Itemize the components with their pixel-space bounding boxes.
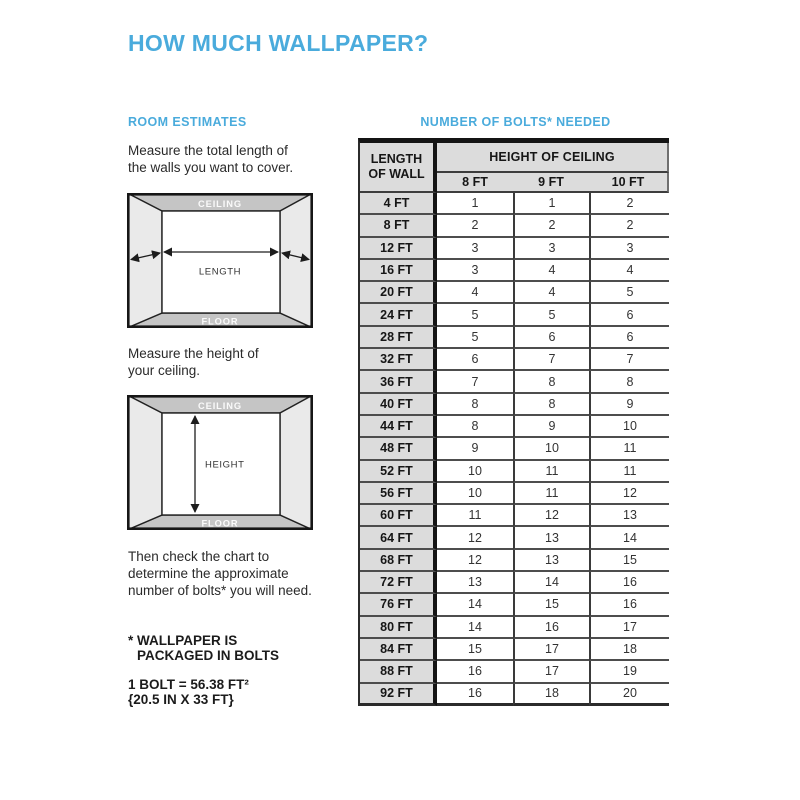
bolt-count-cell: 10 bbox=[437, 461, 513, 483]
table-row bbox=[360, 304, 669, 326]
step3-instruction bbox=[128, 548, 312, 599]
bolt-count-cell: 3 bbox=[513, 238, 589, 260]
bolt-count-cell: 16 bbox=[589, 594, 669, 616]
step3-line3: number of bolts* you will need. bbox=[128, 583, 312, 598]
wall-length-header bbox=[360, 143, 437, 193]
right-wall bbox=[280, 193, 313, 328]
ceiling-label: CEILING bbox=[197, 198, 243, 209]
table-row bbox=[360, 594, 669, 616]
wall-length-cell: 68 FT bbox=[360, 550, 437, 572]
wall-length-cell: 12 FT bbox=[360, 238, 437, 260]
bolt-count-cell: 2 bbox=[437, 215, 513, 237]
table-row bbox=[360, 461, 669, 483]
bolt-count-cell: 5 bbox=[437, 304, 513, 326]
wall-length-cell: 60 FT bbox=[360, 505, 437, 527]
bolt-count-cell: 3 bbox=[437, 260, 513, 282]
bolt-count-cell: 7 bbox=[589, 349, 669, 371]
bolt-count-cell: 12 bbox=[437, 527, 513, 549]
bolt-count-cell: 11 bbox=[589, 461, 669, 483]
bolt-count-cell: 19 bbox=[589, 661, 669, 683]
table-row bbox=[360, 394, 669, 416]
bolt-count-cell: 15 bbox=[437, 639, 513, 661]
step2-line2: your ceiling. bbox=[128, 363, 201, 378]
table-row bbox=[360, 327, 669, 349]
floor-label: FLOOR bbox=[201, 518, 239, 529]
wall-length-cell: 84 FT bbox=[360, 639, 437, 661]
wall-length-cell: 56 FT bbox=[360, 483, 437, 505]
bolt-count-cell: 18 bbox=[513, 684, 589, 706]
wall-length-cell: 80 FT bbox=[360, 617, 437, 639]
footnote-line2: PACKAGED IN BOLTS bbox=[137, 648, 280, 663]
bolt-count-cell: 20 bbox=[589, 684, 669, 706]
wall-length-cell: 36 FT bbox=[360, 371, 437, 393]
step1-instruction bbox=[128, 142, 293, 176]
bolt-count-cell: 3 bbox=[437, 238, 513, 260]
right-wall bbox=[280, 395, 313, 530]
bolt-count-cell: 13 bbox=[589, 505, 669, 527]
bolt-count-cell: 16 bbox=[513, 617, 589, 639]
bolt-count-cell: 15 bbox=[589, 550, 669, 572]
table-row bbox=[360, 371, 669, 393]
step1-line1: Measure the total length of bbox=[128, 143, 288, 158]
wall-length-cell: 24 FT bbox=[360, 304, 437, 326]
step3-line1: Then check the chart to bbox=[128, 549, 270, 564]
bolt-count-cell: 11 bbox=[513, 483, 589, 505]
bolt-count-cell: 6 bbox=[589, 304, 669, 326]
table-row bbox=[360, 617, 669, 639]
wall-length-cell: 92 FT bbox=[360, 684, 437, 706]
wall-length-cell: 28 FT bbox=[360, 327, 437, 349]
bolt-count-cell: 6 bbox=[513, 327, 589, 349]
room-estimates-heading: ROOM ESTIMATES bbox=[128, 115, 247, 129]
column-header-10ft: 10 FT bbox=[589, 173, 669, 193]
table-row bbox=[360, 215, 669, 237]
bolt-count-cell: 10 bbox=[437, 483, 513, 505]
table-row bbox=[360, 639, 669, 661]
wall-length-cell: 48 FT bbox=[360, 438, 437, 460]
bolt-count-cell: 6 bbox=[589, 327, 669, 349]
bolt-count-cell: 9 bbox=[589, 394, 669, 416]
table-row bbox=[360, 238, 669, 260]
wall-length-cell: 20 FT bbox=[360, 282, 437, 304]
bolt-count-cell: 14 bbox=[589, 527, 669, 549]
table-row bbox=[360, 684, 669, 706]
step2-line1: Measure the height of bbox=[128, 346, 259, 361]
bolt-count-cell: 18 bbox=[589, 639, 669, 661]
height-label: HEIGHT bbox=[205, 459, 245, 471]
bolt-count-cell: 9 bbox=[437, 438, 513, 460]
bolt-count-cell: 11 bbox=[437, 505, 513, 527]
bolt-count-cell: 2 bbox=[589, 193, 669, 215]
bolt-count-cell: 12 bbox=[513, 505, 589, 527]
bolt-count-cell: 14 bbox=[437, 594, 513, 616]
bolt-size-line2: {20.5 IN X 33 FT} bbox=[128, 692, 234, 707]
bolt-size-line1: 1 BOLT = 56.38 FT² bbox=[128, 677, 249, 692]
page-title: HOW MUCH WALLPAPER? bbox=[128, 30, 429, 56]
bolt-count-cell: 5 bbox=[513, 304, 589, 326]
table-row bbox=[360, 282, 669, 304]
wall-length-cell: 76 FT bbox=[360, 594, 437, 616]
bolt-count-cell: 4 bbox=[437, 282, 513, 304]
table-row bbox=[360, 416, 669, 438]
bolt-count-cell: 8 bbox=[437, 394, 513, 416]
table-row bbox=[360, 260, 669, 282]
wall-length-cell: 40 FT bbox=[360, 394, 437, 416]
wall-length-cell: 64 FT bbox=[360, 527, 437, 549]
bolt-count-cell: 8 bbox=[589, 371, 669, 393]
room-height-diagram bbox=[127, 395, 313, 530]
bolt-count-cell: 4 bbox=[589, 260, 669, 282]
bolt-count-cell: 8 bbox=[513, 371, 589, 393]
bolt-count-cell: 4 bbox=[513, 260, 589, 282]
wall-length-cell: 52 FT bbox=[360, 461, 437, 483]
left-wall bbox=[127, 193, 162, 328]
bolts-table-body bbox=[360, 193, 669, 706]
bolt-count-cell: 16 bbox=[437, 684, 513, 706]
table-row bbox=[360, 505, 669, 527]
bolts-needed-heading: NUMBER OF BOLTS* NEEDED bbox=[420, 115, 611, 129]
bolt-count-cell: 10 bbox=[589, 416, 669, 438]
bolt-count-cell: 5 bbox=[437, 327, 513, 349]
wall-length-cell: 4 FT bbox=[360, 193, 437, 215]
bolt-count-cell: 2 bbox=[513, 215, 589, 237]
step2-instruction bbox=[128, 345, 259, 379]
ceiling-height-header: HEIGHT OF CEILING bbox=[437, 143, 669, 173]
ceiling-label: CEILING bbox=[197, 400, 243, 411]
table-row bbox=[360, 349, 669, 371]
wall-length-cell: 88 FT bbox=[360, 661, 437, 683]
room-length-diagram bbox=[127, 193, 313, 328]
table-row bbox=[360, 661, 669, 683]
bolt-count-cell: 9 bbox=[513, 416, 589, 438]
bolt-count-cell: 17 bbox=[513, 661, 589, 683]
bolt-count-cell: 14 bbox=[437, 617, 513, 639]
bolt-count-cell: 11 bbox=[589, 438, 669, 460]
bolt-count-cell: 11 bbox=[513, 461, 589, 483]
table-row bbox=[360, 438, 669, 460]
wall-length-cell: 72 FT bbox=[360, 572, 437, 594]
table-row bbox=[360, 572, 669, 594]
wall-length-header-line2: OF WALL bbox=[368, 167, 425, 181]
column-header-9ft: 9 FT bbox=[513, 173, 589, 193]
wall-length-header-line1: LENGTH bbox=[370, 152, 423, 166]
bolt-count-cell: 14 bbox=[513, 572, 589, 594]
bolt-count-cell: 2 bbox=[589, 215, 669, 237]
bolt-count-cell: 13 bbox=[437, 572, 513, 594]
bolt-size-note bbox=[128, 677, 249, 707]
bolts-table bbox=[358, 138, 669, 706]
bolt-count-cell: 7 bbox=[513, 349, 589, 371]
wall-length-cell: 44 FT bbox=[360, 416, 437, 438]
left-wall bbox=[127, 395, 162, 530]
bolt-count-cell: 16 bbox=[589, 572, 669, 594]
footnote-line1: * WALLPAPER IS bbox=[128, 633, 238, 648]
bolt-count-cell: 15 bbox=[513, 594, 589, 616]
table-row bbox=[360, 527, 669, 549]
bolt-count-cell: 13 bbox=[513, 550, 589, 572]
wall-length-cell: 8 FT bbox=[360, 215, 437, 237]
bolt-count-cell: 13 bbox=[513, 527, 589, 549]
bolt-count-cell: 6 bbox=[437, 349, 513, 371]
bolt-count-cell: 12 bbox=[589, 483, 669, 505]
floor-label: FLOOR bbox=[201, 316, 239, 327]
column-header-8ft: 8 FT bbox=[437, 173, 513, 193]
length-label: LENGTH bbox=[198, 266, 242, 278]
bolt-count-cell: 8 bbox=[437, 416, 513, 438]
table-row bbox=[360, 550, 669, 572]
bolt-count-cell: 7 bbox=[437, 371, 513, 393]
bolt-count-cell: 8 bbox=[513, 394, 589, 416]
bolt-count-cell: 1 bbox=[437, 193, 513, 215]
bolt-count-cell: 12 bbox=[437, 550, 513, 572]
bolt-count-cell: 16 bbox=[437, 661, 513, 683]
bolt-count-cell: 3 bbox=[589, 238, 669, 260]
step1-line2: the walls you want to cover. bbox=[128, 160, 294, 175]
bolt-count-cell: 10 bbox=[513, 438, 589, 460]
bolt-count-cell: 1 bbox=[513, 193, 589, 215]
bolt-count-cell: 4 bbox=[513, 282, 589, 304]
table-row bbox=[360, 483, 669, 505]
table-row bbox=[360, 193, 669, 215]
wallpaper-bolts-footnote bbox=[128, 633, 279, 663]
bolt-count-cell: 17 bbox=[589, 617, 669, 639]
back-wall bbox=[162, 211, 280, 313]
step3-line2: determine the approximate bbox=[128, 566, 289, 581]
bolt-count-cell: 5 bbox=[589, 282, 669, 304]
wall-length-cell: 16 FT bbox=[360, 260, 437, 282]
wall-length-cell: 32 FT bbox=[360, 349, 437, 371]
bolt-count-cell: 17 bbox=[513, 639, 589, 661]
bolts-table-header bbox=[360, 143, 669, 193]
